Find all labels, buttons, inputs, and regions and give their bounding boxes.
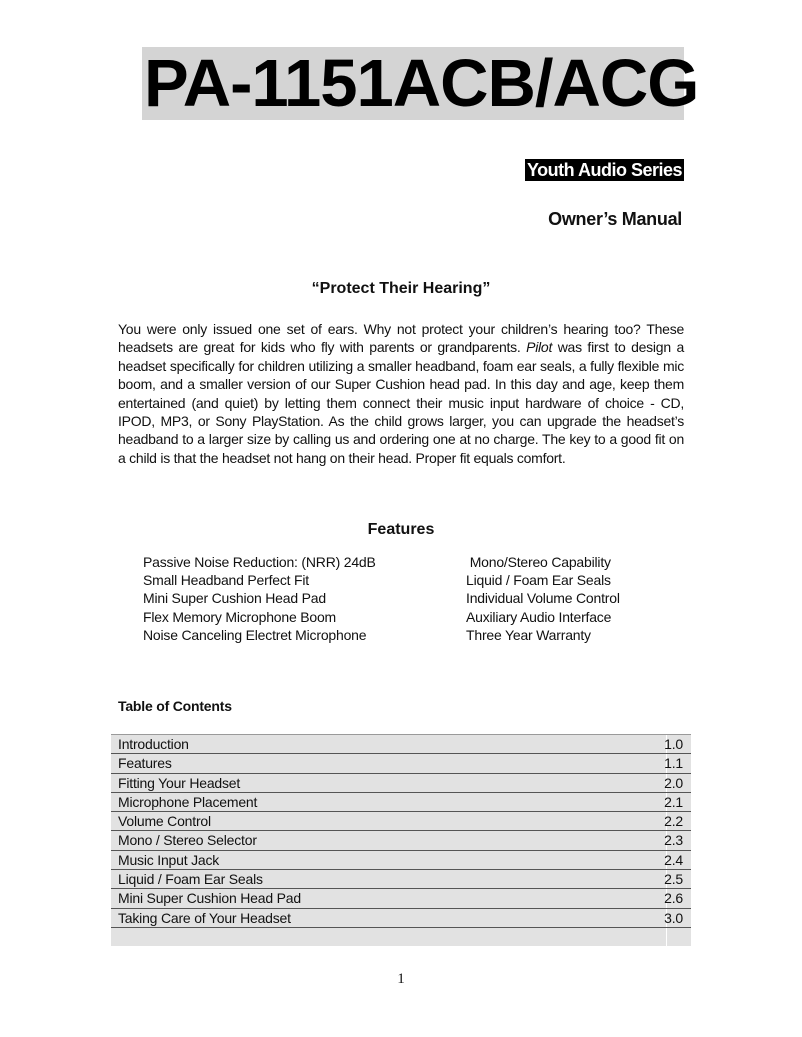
toc-row [111,831,691,850]
intro-paragraph [118,320,684,467]
toc-section-number: 2.1 [664,793,683,810]
toc-row [111,754,691,773]
page-number: 1 [397,971,405,987]
feature-item: Liquid / Foam Ear Seals [466,572,611,589]
toc-empty-row [111,928,691,946]
toc-label: Microphone Placement [118,793,258,810]
toc-section-number: 2.5 [664,871,683,888]
toc-section-number: 2.2 [664,813,683,830]
features-right-column [466,553,620,644]
toc-row [111,909,691,928]
feature-item: Mono/Stereo Capability [466,554,611,570]
model-title: PA-1151ACB/ACG [144,46,699,121]
toc-section-number: 2.3 [664,832,683,849]
feature-item: Flex Memory Microphone Boom [143,608,336,625]
feature-item: Individual Volume Control [466,590,620,607]
toc-row [111,812,691,831]
toc-label: Introduction [118,736,189,752]
toc-label: Volume Control [118,813,211,830]
toc-section-number: 2.4 [664,851,683,868]
features-heading: Features [367,521,435,538]
toc-label: Features [118,755,172,772]
toc-section-number: 3.0 [664,909,683,926]
feature-item: Noise Canceling Electret Microphone [143,626,367,643]
toc-row [111,889,691,908]
feature-item: Three Year Warranty [466,626,591,643]
toc-section-number: 2.0 [664,774,683,791]
toc-row [111,793,691,812]
feature-item: Small Headband Perfect Fit [143,572,309,589]
toc-label: Mono / Stereo Selector [118,832,257,849]
toc-heading: Table of Contents [118,698,232,714]
toc-row [111,735,691,754]
series-label: Youth Audio Series [526,160,682,180]
toc-row [111,774,691,793]
intro-text-1: You were only issued one set of ears. Why not protect your children’s hearing too? These headsets are great for kids who fly with parents or grandparents. [118,321,684,356]
table-of-contents [111,734,691,946]
toc-label: Music Input Jack [118,851,220,868]
toc-label: Taking Care of Your Headset [118,909,291,926]
manual-title: Owner’s Manual [548,209,682,229]
toc-row [111,870,691,889]
intro-text-2: was first to design a headset specifically for children utilizing a smaller headband, foam ear seals, a fully flexible mic boom, and a smaller version of our Super Cushion head pad. In this day and age, keep them entertained (and quiet) by letting them connect their music input hardware of choice - CD, IPOD, MP3, or Sony PlayStation. As the child grows larger, you can upgrade the headset’s headband to a larger size by calling us and ordering one at no charge. The key to a good fit on a child is that the headset not hang on their head. Proper fit equals comfort. [118,339,684,466]
toc-label: Liquid / Foam Ear Seals [118,871,263,888]
feature-item: Auxiliary Audio Interface [466,608,612,625]
tagline: “Protect Their Hearing” [311,280,491,297]
toc-label: Fitting Your Headset [118,774,241,791]
toc-section-number: 2.6 [664,890,683,907]
feature-item: Mini Super Cushion Head Pad [143,590,326,607]
feature-item: Passive Noise Reduction: (NRR) 24dB [143,554,376,570]
features-left-column [143,553,376,644]
toc-section-number: 1.0 [664,736,683,752]
toc-section-number: 1.1 [664,755,683,772]
intro-brand: Pilot [526,339,553,356]
toc-label: Mini Super Cushion Head Pad [118,890,301,907]
toc-row [111,851,691,870]
